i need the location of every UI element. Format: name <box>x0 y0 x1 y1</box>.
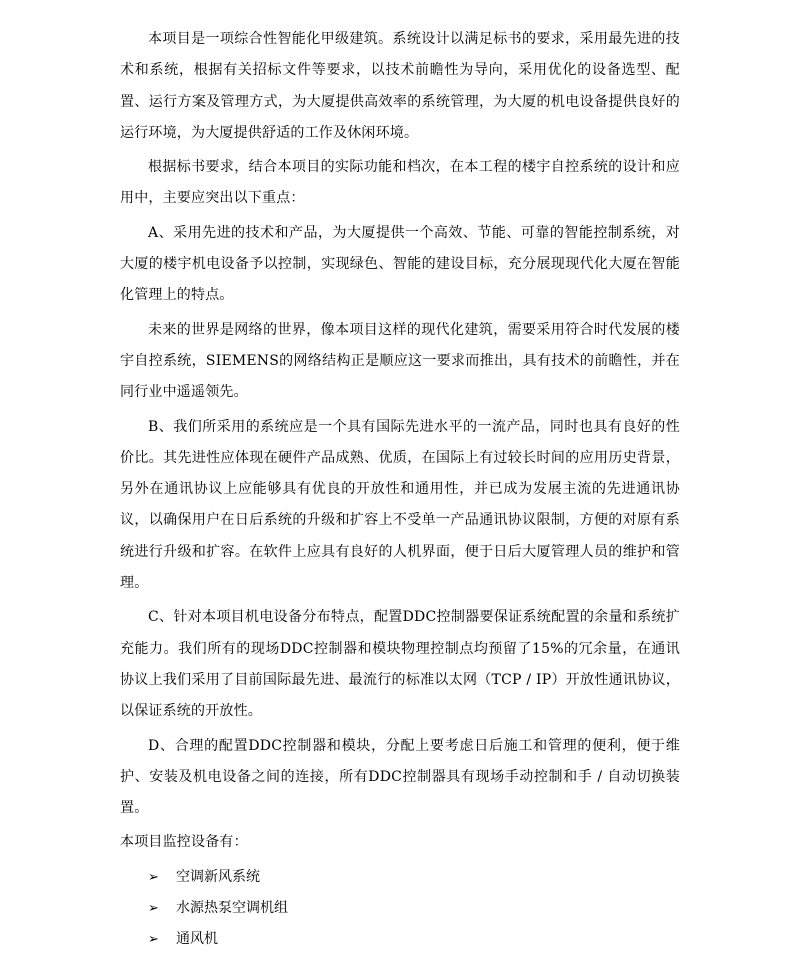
paragraph-point-b: B、我们所采用的系统应是一个具有国际先进水平的一流产品，同时也具有良好的性价比。其先进性应体现在硬件产品成熟、优质，在国际上有过较长时间的应用历史背景，另外在通讯协议上应能够具有优良的开放性和通用性，并已成为发展主流的先进通讯协议，以确保用户在日后系统的升级和扩容上不受单一产品通讯协议限制，方便的对原有系统进行升级和扩容。在软件上应具有良好的人机界面，便于日后大厦管理人员的维护和管理。 <box>120 418 680 592</box>
list-item <box>120 862 680 893</box>
paragraph-network: 未来的世界是网络的世界，像本项目这样的现代化建筑，需要采用符合时代发展的楼宇自控系统，SIEMENS的网络结构正是顺应这一要求而推出，具有技术的前瞻性，并在同行业中遥遥领先。 <box>120 321 680 401</box>
arrow-bullet-icon: ➢ <box>148 901 159 917</box>
document-page <box>120 24 680 956</box>
list-item <box>120 924 680 955</box>
list-item-label: 水源热泵空调机组 <box>176 900 288 917</box>
arrow-bullet-icon: ➢ <box>148 869 159 885</box>
equipment-list <box>120 862 680 956</box>
arrow-bullet-icon: ➢ <box>148 932 159 948</box>
list-intro: 本项目监控设备有： <box>120 834 248 851</box>
paragraph-point-d: D、合理的配置DDC控制器和模块，分配上要考虑日后施工和管理的便利，便于维护、安装及机电设备之间的连接，所有DDC控制器具有现场手动控制和手 / 自动切换装置。 <box>120 737 680 817</box>
list-item-label: 空调新风系统 <box>176 868 260 885</box>
paragraph-point-a: A、采用先进的技术和产品，为大厦提供一个高效、节能、可靠的智能控制系统，对大厦的楼宇机电设备予以控制，实现绿色、智能的建设目标，充分展现现代化大厦在智能化管理上的特点。 <box>120 224 680 304</box>
paragraph-point-c: C、针对本项目机电设备分布特点，配置DDC控制器要保证系统配置的余量和系统扩充能力。我们所有的现场DDC控制器和模块物理控制点均预留了15%的冗余量，在通讯协议上我们采用了目前国际最先进、最流行的标准以太网（TCP / IP）开放性通讯协议，以保证系统的开放性。 <box>120 609 680 720</box>
list-item <box>120 893 680 924</box>
paragraph-requirements: 根据标书要求，结合本项目的实际功能和档次，在本工程的楼宇自控系统的设计和应用中，主要应突出以下重点： <box>120 159 680 207</box>
paragraph-intro: 本项目是一项综合性智能化甲级建筑。系统设计以满足标书的要求，采用最先进的技术和系统，根据有关招标文件等要求，以技术前瞻性为导向，采用优化的设备选型、配置、运行方案及管理方式，为大厦提供高效率的系统管理，为大厦的机电设备提供良好的运行环境，为大厦提供舒适的工作及休闲环境。 <box>120 31 680 141</box>
list-item-label: 通风机 <box>176 931 218 948</box>
